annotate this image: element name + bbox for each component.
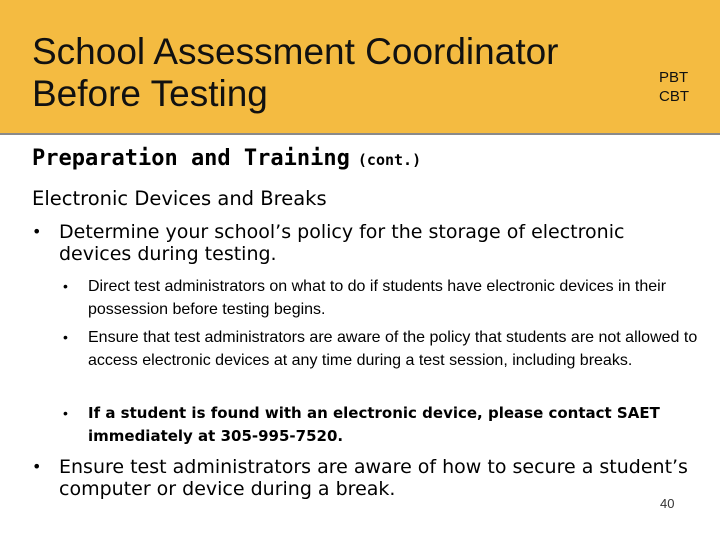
sub-bullet-text-bold: If a student is found with an electronic device, please contact SAET immediately at 305-995-7520. xyxy=(88,404,660,445)
section-title: Preparation and Training xyxy=(32,146,350,171)
tag-pbt: PBT xyxy=(659,69,689,86)
sub-bullet-text: Direct test administrators on what to do if students have electronic devices in their possession before testing begins. xyxy=(88,278,667,318)
bullet-dot: • xyxy=(63,278,68,294)
bullet-dot: • xyxy=(32,222,42,241)
bullet-item xyxy=(32,221,692,265)
bullet-item xyxy=(32,456,692,500)
bullet-dot: • xyxy=(63,405,68,421)
page-number: 40 xyxy=(660,496,675,511)
format-tags xyxy=(659,68,689,106)
sub-bullet-item xyxy=(63,402,703,448)
slide-header xyxy=(0,0,720,135)
bullet-dot: • xyxy=(32,457,42,476)
bullet-text: Ensure test administrators are aware of how to secure a student’s computer or device during a break. xyxy=(59,456,688,500)
sub-bullet-item xyxy=(63,275,703,321)
title-line-1: School Assessment Coordinator xyxy=(32,31,559,72)
title-line-2: Before Testing xyxy=(32,73,268,114)
sub-bullet-text: Ensure that test administrators are aware of the policy that students are not allowed to access electronic devices at any time during a test session, including breaks. xyxy=(88,329,698,369)
tag-cbt: CBT xyxy=(659,88,689,105)
slide-title xyxy=(32,31,559,115)
section-heading xyxy=(32,144,421,175)
bullet-text: Determine your school’s policy for the storage of electronic devices during testing. xyxy=(59,221,625,265)
bullet-dot: • xyxy=(63,329,68,345)
section-suffix: (cont.) xyxy=(357,151,422,169)
sub-bullet-item xyxy=(63,326,703,372)
subheading: Electronic Devices and Breaks xyxy=(32,187,327,210)
